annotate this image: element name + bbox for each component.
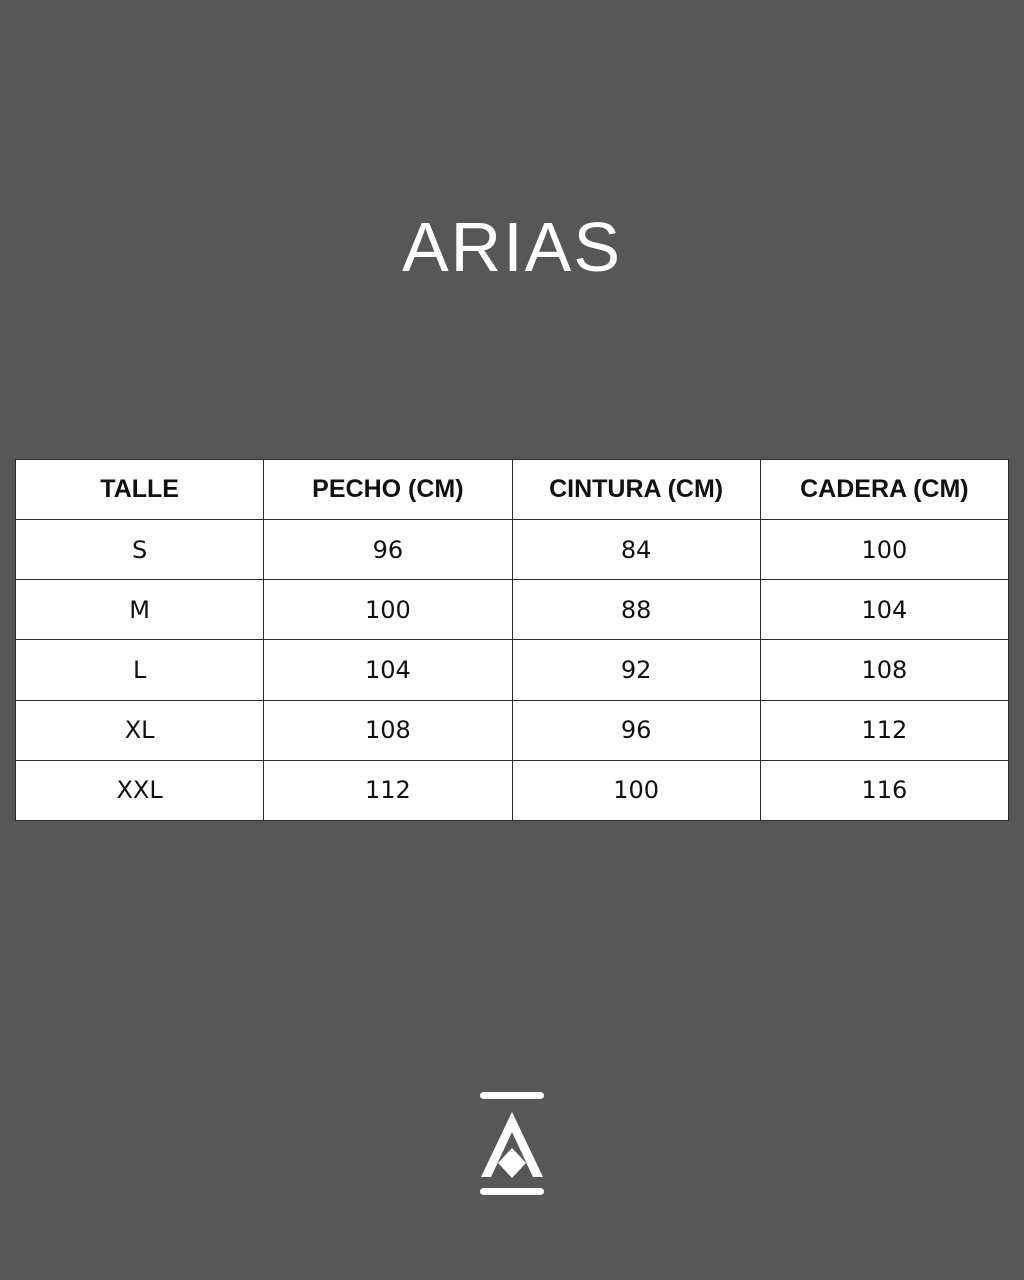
cell-size: XXL — [16, 760, 264, 820]
header-talle: TALLE — [16, 460, 264, 520]
table-header-row — [16, 460, 1009, 520]
cell-size: M — [16, 580, 264, 640]
cell-pecho: 104 — [264, 640, 512, 700]
table-row — [16, 760, 1009, 820]
header-cadera: CADERA (CM) — [760, 460, 1008, 520]
cell-cintura: 92 — [512, 640, 760, 700]
page-title: ARIAS — [401, 208, 623, 286]
cell-cadera: 104 — [760, 580, 1008, 640]
cell-pecho: 112 — [264, 760, 512, 820]
table-row — [16, 640, 1009, 700]
cell-size: S — [16, 520, 264, 580]
cell-cintura: 100 — [512, 760, 760, 820]
cell-cadera: 112 — [760, 700, 1008, 760]
table-row — [16, 520, 1009, 580]
cell-cadera: 116 — [760, 760, 1008, 820]
cell-size: L — [16, 640, 264, 700]
arias-logo-icon — [477, 1092, 547, 1200]
cell-pecho: 108 — [264, 700, 512, 760]
header-pecho: PECHO (CM) — [264, 460, 512, 520]
cell-cintura: 84 — [512, 520, 760, 580]
cell-cadera: 100 — [760, 520, 1008, 580]
header-cintura: CINTURA (CM) — [512, 460, 760, 520]
cell-size: XL — [16, 700, 264, 760]
cell-pecho: 96 — [264, 520, 512, 580]
cell-cadera: 108 — [760, 640, 1008, 700]
table-row — [16, 580, 1009, 640]
cell-cintura: 88 — [512, 580, 760, 640]
cell-pecho: 100 — [264, 580, 512, 640]
size-chart-table — [15, 459, 1009, 821]
table-row — [16, 700, 1009, 760]
cell-cintura: 96 — [512, 700, 760, 760]
